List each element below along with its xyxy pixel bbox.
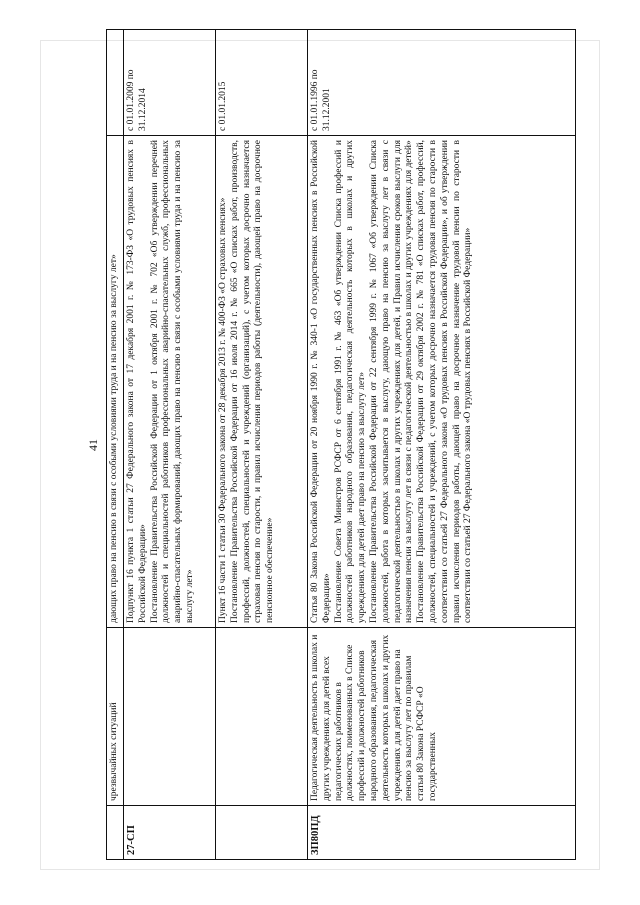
situation-cell <box>216 628 308 806</box>
code-cell: 27-СП <box>124 806 216 860</box>
basis-paragraph: Статья 80 Закона Российской Федерации от 20 ноября 1990 г. № 340-1 «О государственных пенсиях в Российской Федерации» <box>310 140 332 623</box>
situation-cell: Педагогическая деятельность в школах и других учреждениях для детей всех педагогических работников в должностях, поименованных в Списке профессий и должностей работников народного образования, педагогическая деятельность которых в школах и других учреждениях для детей дает право на пенсию за выслугу лет по правилам статьи 80 Закона РСФСР «О государственных <box>308 628 576 806</box>
situation-cell <box>124 628 216 806</box>
basis-paragraph: Постановление Правительства Российской Федерации от 16 июля 2014 г. № 665 «О списках работ, производств, профессий, должностей, специальностей и учреждений (организаций), с учетом которых досрочно назначается страховая пенсия по старости, и правил исчисления периодов работы (деятельности), дающей право на досрочное пенсионное обеспечение» <box>229 140 276 623</box>
rotated-document <box>78 30 578 860</box>
table-row <box>107 30 124 860</box>
period-cell: с 01.01.2009 по 31.12.2014 <box>124 30 216 136</box>
pension-codes-table <box>106 29 576 860</box>
code-cell <box>107 806 124 860</box>
code-cell: ЗП80ПД <box>308 806 576 860</box>
table-row <box>308 30 576 860</box>
basis-paragraph: Постановление Правительства Российской Федерации от 22 сентября 1999 г. № 1067 «Об утверждении Списка должностей, работа в которых засчитывается в выслугу, дающую право на пенсию за выслугу лет в связи с педагогической деятельностью в школах и других учреждениях для детей, и Правил исчисления сроков выслуги для назначения пенсии за выслугу лет в связи с педагогической деятельностью в школах и других учреждениях для детей» <box>368 140 415 623</box>
basis-cell <box>107 136 124 628</box>
basis-cell <box>124 136 216 628</box>
period-cell: с 01.01.1996 по 31.12.2001 <box>308 30 576 136</box>
basis-paragraph: Пункт 16 части 1 статьи 30 Федерального закона от 28 декабря 2013 г. № 400-ФЗ «О страховых пенсиях» <box>218 197 228 623</box>
basis-paragraph: дающих право на пенсию в связи с особыми условиями труда и на пенсию за выслугу лет» <box>109 254 119 623</box>
table-row <box>216 30 308 860</box>
basis-cell <box>308 136 576 628</box>
page-number: 41 <box>86 439 100 451</box>
situation-cell: чрезвычайных ситуаций <box>107 628 124 806</box>
basis-paragraph: Постановление Правительства Российской Федерации от 1 октября 2001 г. № 702 «Об утверждении перечней должностей и специальностей работников профессиональных аварийно-спасательных служб, профессиональных аварийно-спасательных формирований, дающих право на пенсию в связи с особыми условиями труда и на пенсию за выслугу лет» <box>149 140 195 623</box>
period-cell <box>107 30 124 136</box>
table-row <box>124 30 216 860</box>
basis-paragraph: Подпункт 16 пункта 1 статьи 27 Федерального закона от 17 декабря 2001 г. № 173-ФЗ «О трудовых пенсиях в Российской Федерации» <box>126 140 148 623</box>
basis-cell <box>216 136 308 628</box>
basis-paragraph: Постановление Правительства Российской Федерации от 29 октября 2002 г. № 781 «О списках работ, профессий, должностей, специальностей и учреждений, с учетом которых досрочно назначается трудовая пенсия по старости в соответствии со статьей 27 Федерального закона «О трудовых пенсиях в Российской Федерации», и об утверждении правил исчисления периодов работы, дающей право на досрочное назначение трудовой пенсии по старости в соответствии со статьей 27 Федерального закона «О трудовых пенсиях в Российской Федерации» <box>416 140 474 623</box>
basis-paragraph: Постановление Совета Министров РСФСР от 6 сентября 1991 г. № 463 «Об утверждении Списка профессий и должностей работников народного образования, педагогическая деятельность которых в школах и других учреждениях для детей дает право на пенсию за выслугу лет» <box>333 140 368 623</box>
period-cell: с 01.01.2015 <box>216 30 308 136</box>
code-cell <box>216 806 308 860</box>
